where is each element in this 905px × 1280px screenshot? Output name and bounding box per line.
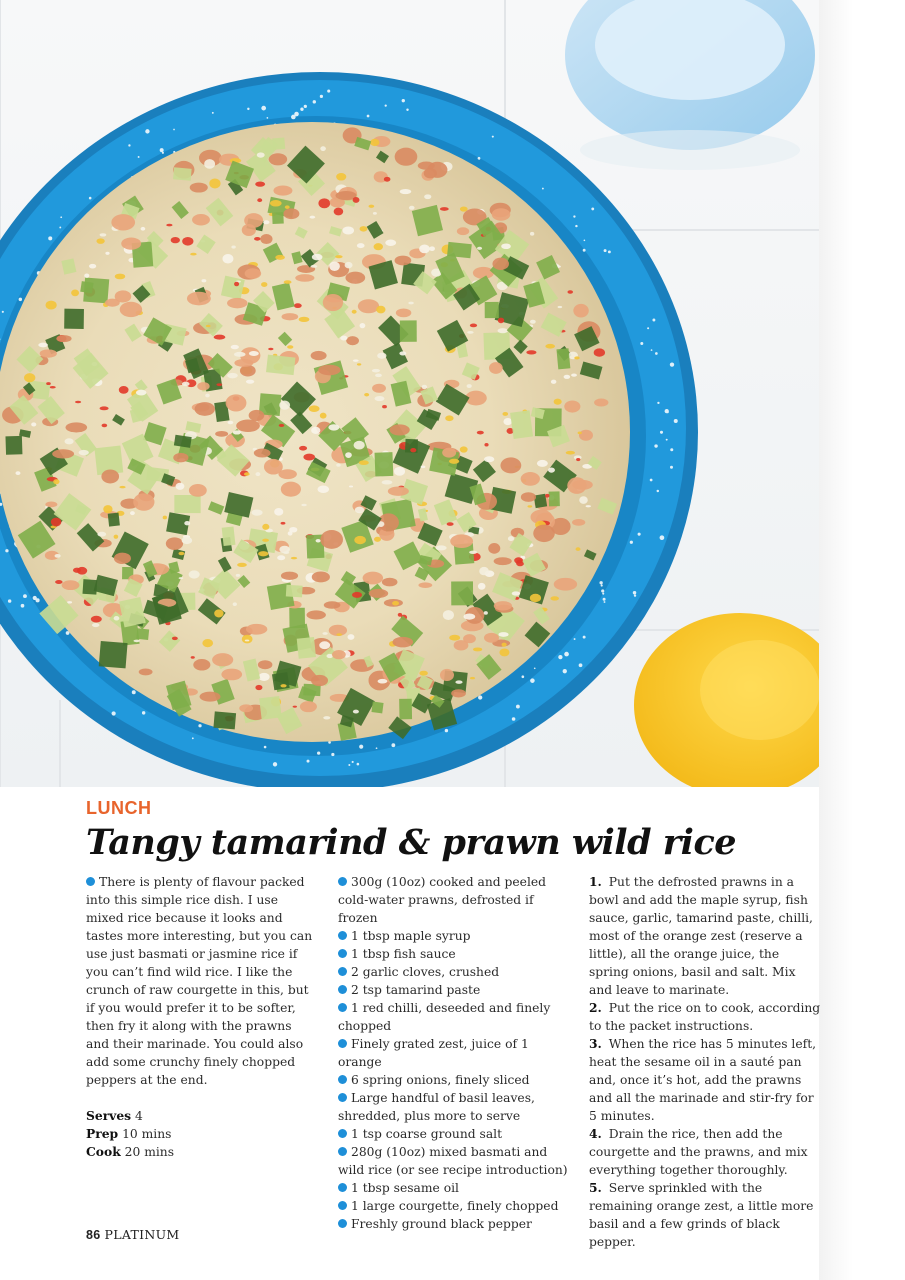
ingredient-item: 300g (10oz) cooked and peeled cold-water prawns, defrosted if frozen	[338, 875, 547, 925]
page-footer	[86, 1227, 180, 1242]
step-text: Drain the rice, then add the courgette and the prawns, and mix everything together thoroughly.	[589, 1127, 808, 1177]
step-number: 3.	[589, 1036, 602, 1051]
cook-line	[86, 1143, 316, 1161]
ingredient-item: 2 garlic cloves, crushed	[338, 963, 570, 981]
cook-value: 20 mins	[124, 1145, 175, 1159]
bullet-icon	[338, 1003, 347, 1012]
method-column	[589, 873, 821, 1251]
bullet-icon	[338, 1219, 347, 1228]
bullet-icon	[338, 985, 347, 994]
method-step	[589, 1125, 821, 1179]
prep-value: 10 mins	[122, 1127, 172, 1141]
ingredient-item: Freshly ground black pepper	[338, 1215, 570, 1233]
serves-value: 4	[135, 1109, 143, 1123]
intro-column	[86, 873, 316, 1161]
ingredient-item: Large handful of basil leaves, shredded, plus more to serve	[338, 1091, 535, 1123]
ingredient-item: 280g (10oz) mixed basmati and wild rice (or see recipe introduction)	[338, 1145, 568, 1177]
step-number: 2.	[589, 1000, 602, 1015]
method-step	[589, 873, 821, 999]
bullet-icon	[338, 1039, 347, 1048]
magazine-name: PLATINUM	[104, 1227, 180, 1242]
bullet-icon	[338, 967, 347, 976]
page-gutter	[819, 0, 905, 1280]
lemon-half	[634, 613, 819, 787]
method-step	[589, 999, 821, 1035]
bullet-icon	[338, 1093, 347, 1102]
recipe-title: Tangy tamarind & prawn wild rice	[86, 822, 737, 863]
recipe-meta	[86, 1107, 316, 1161]
serves-label: Serves	[86, 1108, 132, 1123]
ingredient-item: 1 tbsp fish sauce	[338, 945, 570, 963]
bullet-icon	[338, 1183, 347, 1192]
cook-label: Cook	[86, 1144, 121, 1159]
ingredient-item: 6 spring onions, finely sliced	[338, 1071, 570, 1089]
bullet-icon	[338, 1147, 347, 1156]
step-number: 5.	[589, 1180, 602, 1195]
rice-salad	[0, 122, 630, 742]
intro-paragraph	[86, 873, 316, 1089]
ingredient-item: 1 large courgette, finely chopped	[338, 1197, 570, 1215]
bullet-icon	[338, 1075, 347, 1084]
ingredient-item: 2 tsp tamarind paste	[338, 981, 570, 999]
step-number: 4.	[589, 1126, 602, 1141]
ingredient-item: 1 tbsp sesame oil	[338, 1179, 570, 1197]
prep-label: Prep	[86, 1126, 119, 1141]
bullet-icon	[86, 877, 95, 886]
ingredient-item: Finely grated zest, juice of 1 orange	[338, 1037, 529, 1069]
step-text: When the rice has 5 minutes left, heat the sesame oil in a sauté pan and, once it’s hot, add the prawns and all the marinade and stir-fry for 5 minutes.	[589, 1037, 817, 1123]
bullet-icon	[338, 1201, 347, 1210]
serves-line	[86, 1107, 316, 1125]
bullet-icon	[338, 1129, 347, 1138]
ingredient-item: 1 tsp coarse ground salt	[338, 1125, 570, 1143]
bullet-icon	[338, 877, 347, 886]
step-text: Put the defrosted prawns in a bowl and add the maple syrup, fish sauce, garlic, tamarind paste, chilli, most of the orange zest (reserve a little), all the orange juice, the spring onions, basil and salt. Mix and leave to marinate.	[589, 875, 813, 997]
step-text: Put the rice on to cook, according to the packet instructions.	[589, 1001, 821, 1033]
prep-line	[86, 1125, 316, 1143]
water-glass	[565, 0, 815, 170]
intro-text: There is plenty of flavour packed into this simple rice dish. I use mixed rice because it looks and tastes more interesting, but you can use just basmati or jasmine rice if you can’t find wild rice. I like the crunch of raw courgette in this, but if you would prefer it to be softer, then fry it along with the prawns and their marinade. You could also add some crunchy finely chopped peppers at the end.	[86, 875, 313, 1087]
ingredient-item: 1 tbsp maple syrup	[338, 927, 570, 945]
step-number: 1.	[589, 874, 602, 889]
method-step	[589, 1179, 821, 1251]
method-step	[589, 1035, 821, 1125]
page-number: 86	[86, 1228, 101, 1242]
step-text: Serve sprinkled with the remaining orange zest, a little more basil and a few grinds of black pepper.	[589, 1181, 814, 1249]
section-label: LUNCH	[86, 798, 152, 818]
ingredient-item: 1 red chilli, deseeded and finely chopped	[338, 1001, 551, 1033]
ingredients-column	[338, 873, 570, 1233]
bullet-icon	[338, 949, 347, 958]
bullet-icon	[338, 931, 347, 940]
